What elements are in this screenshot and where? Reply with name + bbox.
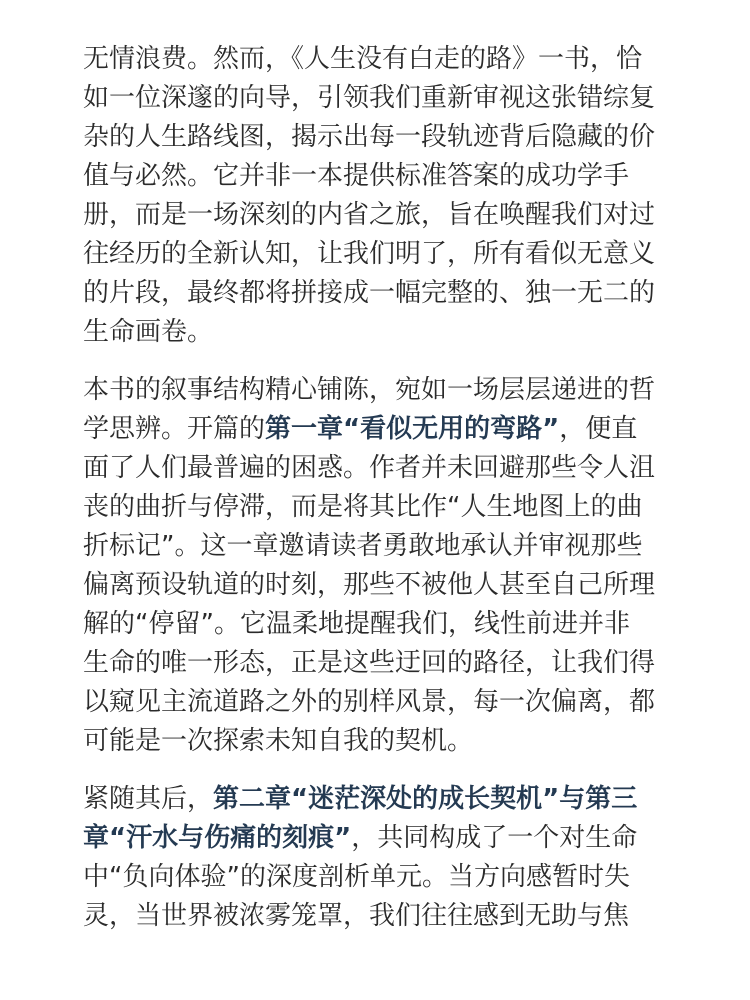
paragraph [83,780,672,936]
text-line [83,274,672,313]
line-segment: 解的“停留”。它温柔地提醒我们，线性前进并非 [83,609,630,639]
text-line [83,858,672,897]
text-line [83,722,672,761]
text-line [83,780,672,819]
line-segment: 面了人们最普遍的困惑。作者并未回避那些令人沮 [83,453,656,483]
line-segment: 以窥见主流道路之外的别样风景，每一次偏离，都 [83,687,656,717]
text-line [83,410,672,449]
text-line [83,566,672,605]
line-segment: 值与必然。它并非一本提供标准答案的成功学手 [83,161,630,191]
line-segment: 折标记”。这一章邀请读者勇敢地承认并审视那些 [83,531,643,561]
line-segment: 的片段，最终都将拼接成一幅完整的、独一无二的 [83,278,656,308]
paragraph [83,40,672,352]
text-line [83,79,672,118]
chapter-highlight: 第二章“迷茫深处的成长契机”与第三 [213,784,638,814]
line-segment: 偏离预设轨道的时刻，那些不被他人甚至自己所理 [83,570,656,600]
text-line [83,527,672,566]
text-line [83,313,672,352]
line-segment: 无情浪费。然而，《人生没有白走的路》一书，恰 [83,44,643,74]
text-line [83,605,672,644]
line-segment: 丧的曲折与停滞，而是将其比作“人生地图上的曲 [83,492,643,522]
chapter-highlight: 章“汗水与伤痛的刻痕” [83,823,352,853]
text-line [83,683,672,722]
line-segment: 往经历的全新认知，让我们明了，所有看似无意义 [83,239,656,269]
text-line [83,644,672,683]
chapter-highlight: 第一章“看似无用的弯路” [265,414,560,444]
text-line [83,449,672,488]
line-segment: 本书的叙事结构精心铺陈，宛如一场层层递进的哲 [83,375,656,405]
line-segment: 可能是一次探索未知自我的契机。 [83,726,474,756]
line-segment: 杂的人生路线图，揭示出每一段轨迹背后隐藏的价 [83,122,656,152]
text-line [83,819,672,858]
text-line [83,118,672,157]
line-segment: ，共同构成了一个对生命 [351,823,638,853]
line-segment: 紧随其后， [83,784,214,814]
line-segment: 如一位深邃的向导，引领我们重新审视这张错综复 [83,83,656,113]
line-segment: 中“负向体验”的深度剖析单元。当方向感暂时失 [83,862,630,892]
text-line [83,196,672,235]
line-segment: 学思辨。开篇的 [83,414,266,444]
text-line [83,157,672,196]
text-line [83,488,672,527]
line-segment: ，便直 [559,414,638,444]
text-line [83,371,672,410]
line-segment: 生命的唯一形态，正是这些迂回的路径，让我们得 [83,648,656,678]
line-segment: 生命画卷。 [83,317,214,347]
text-line [83,897,672,936]
paragraph [83,371,672,761]
text-line [83,235,672,274]
line-segment: 灵，当世界被浓雾笼罩，我们往往感到无助与焦 [83,901,630,931]
line-segment: 册，而是一场深刻的内省之旅，旨在唤醒我们对过 [83,200,656,230]
text-line [83,40,672,79]
